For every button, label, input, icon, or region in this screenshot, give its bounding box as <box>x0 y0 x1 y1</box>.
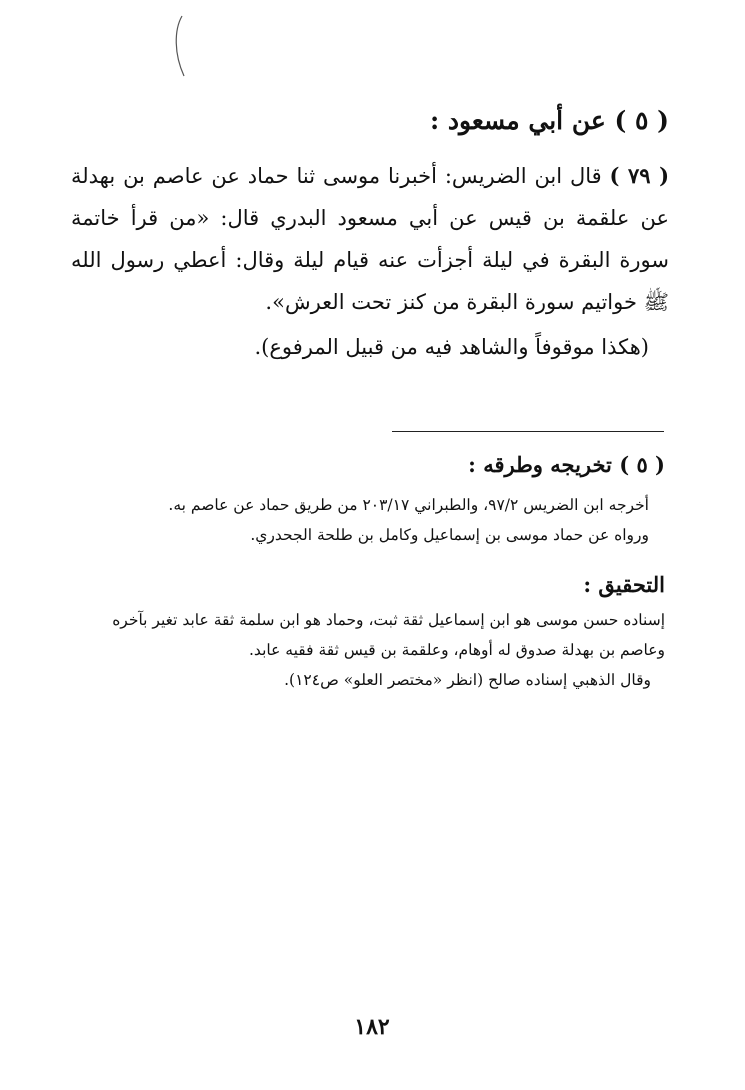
tahqiq-line: وقال الذهبي إسناده صالح (انظر «مختصر العلو» ص١٢٤). <box>284 671 651 689</box>
footnote-divider <box>392 431 664 432</box>
hadith-note: (هكذا موقوفاً والشاهد فيه من قبيل المرفوع). <box>254 335 649 359</box>
tahqiq-body <box>65 605 665 695</box>
section-heading: ( ٥ ) عن أبي مسعود : <box>429 106 669 135</box>
takhrij-line: ورواه عن حماد موسى بن إسماعيل وكامل بن طلحة الجحدري. <box>250 526 649 544</box>
takhrij-heading: ( ٥ ) تخريجه وطرقه : <box>468 452 665 477</box>
takhrij-line: أخرجه ابن الضريس ٩٧/٢، والطبراني ٢٠٣/١٧ من طريق حماد عن عاصم به. <box>168 496 649 514</box>
hadith-paragraph <box>71 155 669 323</box>
hadith-number: ( ٧٩ ) <box>609 163 670 188</box>
tahqiq-heading: التحقيق : <box>583 572 665 597</box>
takhrij-body <box>73 490 663 550</box>
scan-mark <box>172 14 188 78</box>
tahqiq-line: وعاصم بن بهدلة صدوق له أوهام، وعلقمة بن قيس ثقة فقيه عابد. <box>249 641 665 659</box>
hadith-text: قال ابن الضريس: أخبرنا موسى ثنا حماد عن عاصم بن بهدلة عن علقمة بن قيس عن أبي مسعود البدري قال: «من قرأ خاتمة سورة البقرة في ليلة أجزأت عنه قيام ليلة وقال: أعطي رسول الله ﷺ خواتيم سورة البقرة من كنز تحت العرش». <box>71 164 669 314</box>
page-number: ١٨٢ <box>354 1014 390 1040</box>
tahqiq-line: إسناده حسن موسى هو ابن إسماعيل ثقة ثبت، وحماد هو ابن سلمة ثقة عابد تغير بآخره <box>112 611 665 629</box>
